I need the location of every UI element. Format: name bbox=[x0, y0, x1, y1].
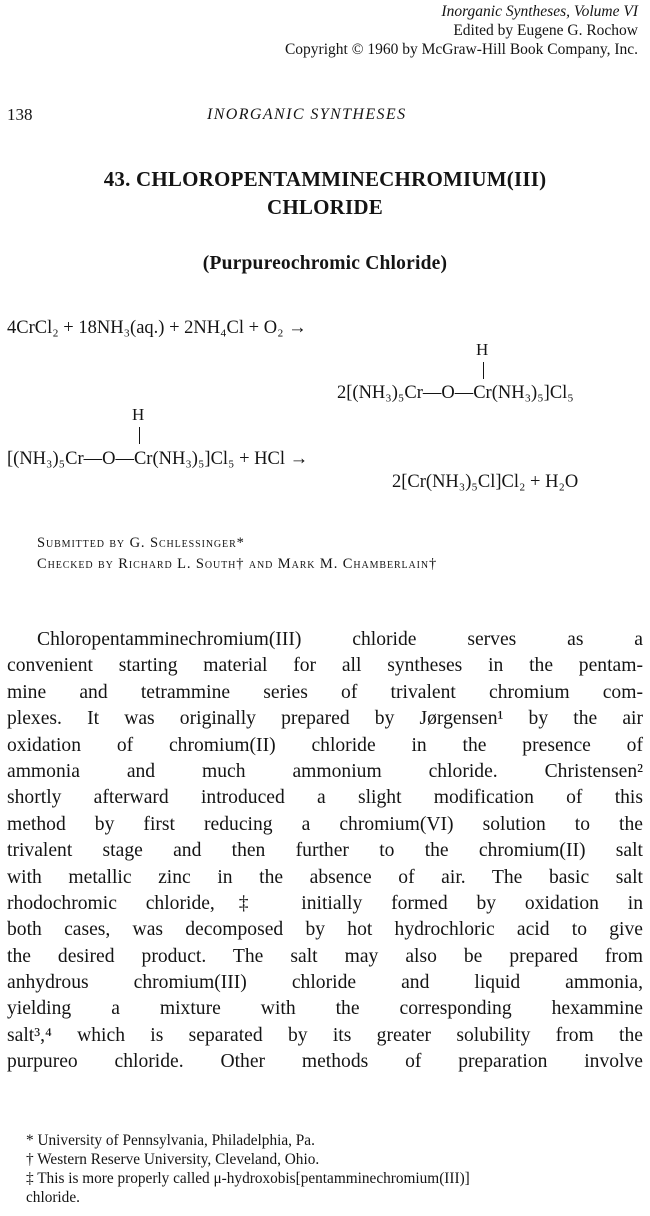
editor-line: Edited by Eugene G. Rochow bbox=[453, 22, 638, 39]
footnote-3-cont: chloride. bbox=[26, 1189, 80, 1206]
footnote-2: † Western Reserve University, Cleveland, Ohio. bbox=[26, 1151, 320, 1168]
running-header bbox=[7, 105, 647, 127]
article-title-line-2: CHLORIDE bbox=[267, 195, 383, 219]
body-line-8: method by first reducing a chromium(VI) solution to the bbox=[7, 813, 643, 835]
body-line-12: both cases, was decomposed by hot hydrochloric acid to give bbox=[7, 919, 643, 941]
body-line-15: yielding a mixture with the corresponding hexammine bbox=[7, 998, 643, 1020]
body-line-17: purpureo chloride. Other methods of preparation involve bbox=[7, 1051, 643, 1073]
body-line-10: with metallic zinc in the absence of air. The basic salt bbox=[7, 866, 643, 888]
body-line-13: the desired product. The salt may also be prepared from bbox=[7, 945, 643, 967]
equation-2-line-1: [(NH₃)₅Cr—O—Cr(NH₃)₅]Cl₅ + HCl → bbox=[7, 449, 309, 469]
body-paragraph bbox=[7, 627, 643, 1076]
equation-1-line-1: 4CrCl₂ + 18NH₃(aq.) + 2NH₄Cl + O₂ → bbox=[7, 318, 307, 338]
page-number: 138 bbox=[7, 105, 33, 124]
body-line-6: ammonia and much ammonium chloride. Christensen² bbox=[7, 760, 643, 782]
book-title: Inorganic Syntheses, Volume VI bbox=[441, 3, 638, 20]
publication-meta bbox=[285, 2, 638, 59]
bond-line-2 bbox=[139, 427, 140, 449]
hydroxo-h-label-2: H bbox=[132, 405, 145, 424]
copyright-line: Copyright © 1960 by McGraw-Hill Book Company, Inc. bbox=[284, 41, 638, 58]
checked-by: Checked by Richard L. South† and Mark M. Chamberlain† bbox=[37, 556, 438, 572]
body-line-14: anhydrous chromium(III) chloride and liquid ammonia, bbox=[7, 972, 643, 994]
equation-1-line-2: 2[(NH₃)₅Cr—O—Cr(NH₃)₅]Cl₅ bbox=[337, 383, 574, 403]
body-line-7: shortly afterward introduced a slight modification of this bbox=[7, 787, 643, 809]
body-line-5: oxidation of chromium(II) chloride in the presence of bbox=[7, 734, 643, 756]
footnotes bbox=[26, 1131, 646, 1207]
running-title: INORGANIC SYNTHESES bbox=[207, 106, 407, 123]
body-line-9: trivalent stage and then further to the chromium(II) salt bbox=[7, 840, 643, 862]
bond-line-1 bbox=[483, 362, 484, 384]
body-line-11: rhodochromic chloride,‡ initially formed by oxidation in bbox=[7, 892, 643, 914]
article-title-line-1: 43. CHLOROPENTAMMINECHROMIUM(III) bbox=[103, 167, 547, 191]
body-line-1: Chloropentamminechromium(III) chloride serves as a bbox=[37, 629, 643, 650]
footnote-3: ‡ This is more properly called μ-hydroxobis[pentamminechromium(III)] bbox=[26, 1170, 470, 1187]
hydroxo-h-label-1: H bbox=[476, 340, 489, 359]
body-line-4: plexes. It was originally prepared by Jørgensen¹ by the air bbox=[7, 708, 643, 730]
submitted-by: Submitted by G. Schlessinger* bbox=[37, 535, 245, 551]
body-line-16: salt³,⁴ which is separated by its greater solubility from the bbox=[7, 1024, 643, 1046]
body-line-2: convenient starting material for all syntheses in the pentam- bbox=[7, 655, 643, 677]
equation-2-line-2: 2[Cr(NH₃)₅Cl]Cl₂ + H₂O bbox=[392, 472, 579, 492]
body-line-3: mine and tetrammine series of trivalent chromium com- bbox=[7, 681, 643, 703]
article-subtitle: (Purpureochromic Chloride) bbox=[202, 253, 448, 274]
footnote-1: * University of Pennsylvania, Philadelphia, Pa. bbox=[26, 1132, 315, 1149]
